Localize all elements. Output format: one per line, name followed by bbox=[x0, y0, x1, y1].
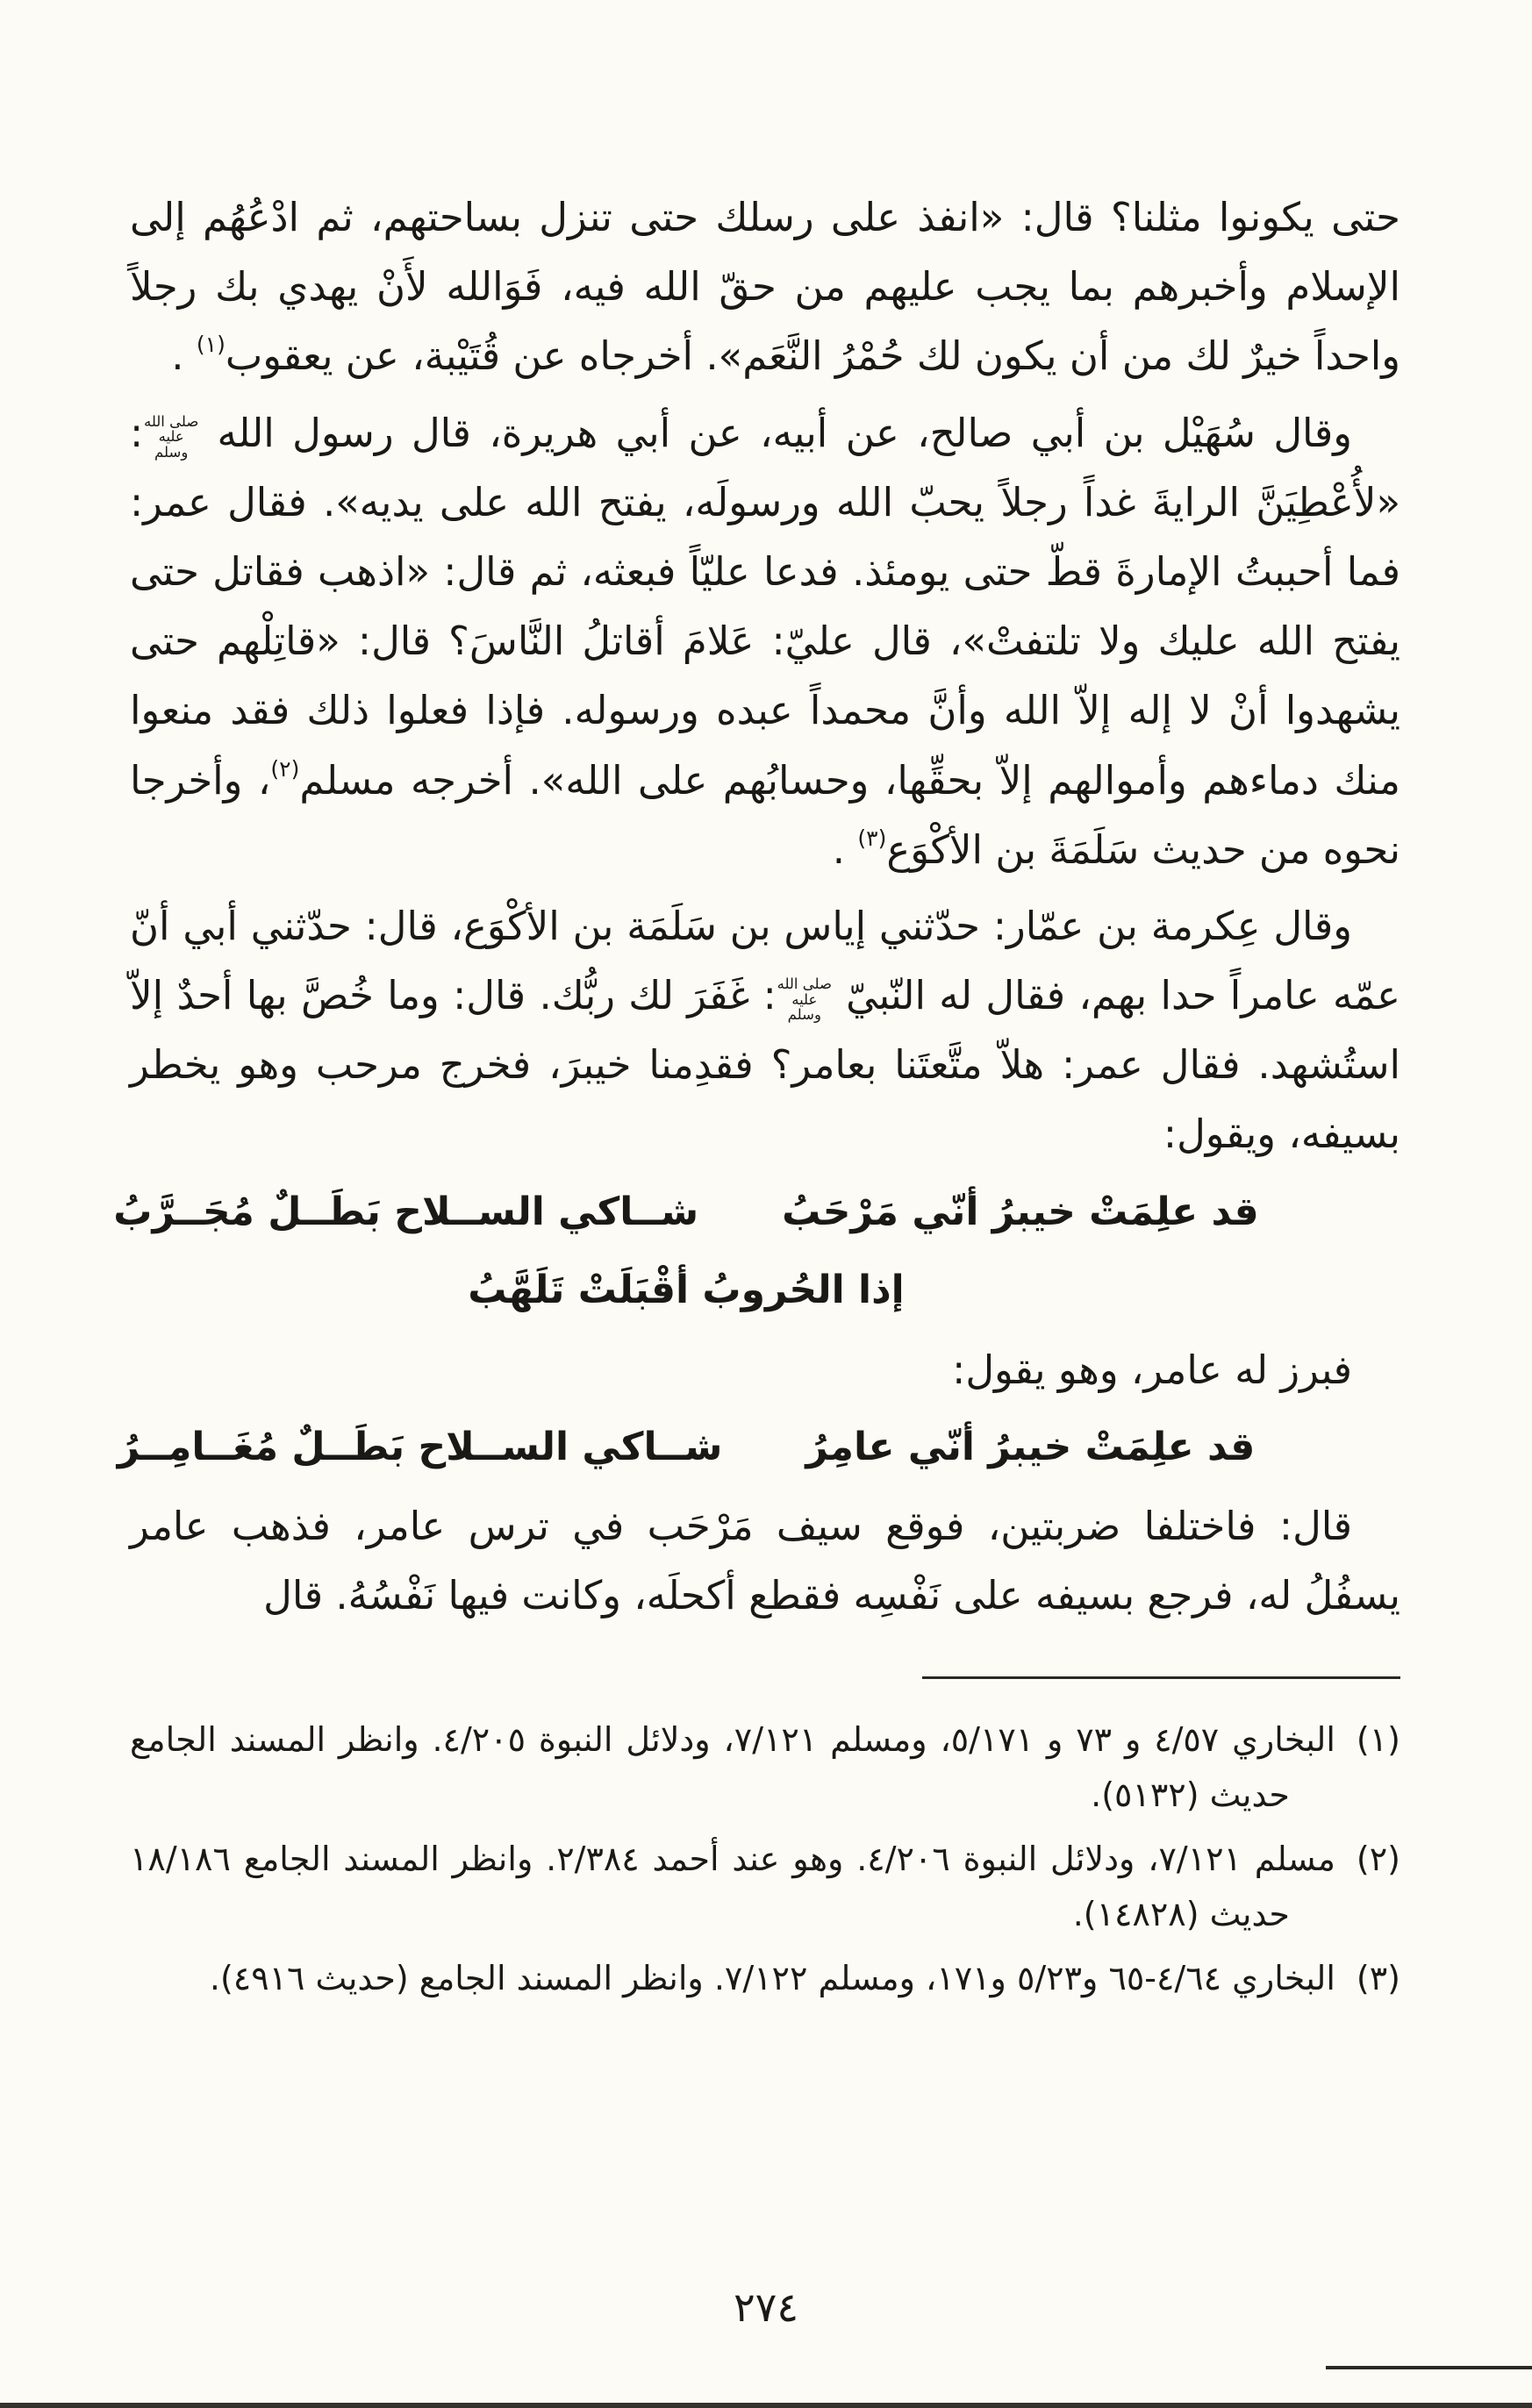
hemistich: قد علِمَتْ خيبرُ أنّي مَرْحَبُ bbox=[782, 1189, 1259, 1234]
footnote-marker: (٣) bbox=[1356, 1958, 1400, 1997]
paragraph: فبرز له عامر، وهو يقول: bbox=[952, 1346, 1352, 1393]
paragraph: وقال عِكرمة بن عمّار: حدّثني إياس بن سَلَمَة بن الأكْوَع، قال: حدّثني أبي أنّ عمّه عامراً حدا بهم، فقال له النّبيّ صلى الله عليه وسلم: غَفَرَ لك ربُّك. قال: وما خُصَّ بها أحدٌ إلاّ استُشهد. فقال عمر: هلاّ متَّعتَنا بعامر؟ فقدِمنا خيبرَ، فخرج مرحب وهو يخطر بسيفه، ويقول: bbox=[130, 902, 1400, 1158]
footnote-marker: (٢) bbox=[1356, 1839, 1400, 1878]
footnote bbox=[130, 1712, 1400, 1823]
verse-line bbox=[51, 1413, 1321, 1481]
footnote-marker: (١) bbox=[1356, 1719, 1400, 1759]
footnote-text: البخاري ٤/٦٤-٦٥ و٥/٢٣ و١٧١، ومسلم ٧/١٢٢. وانظر المسند الجامع (حديث ٤٩١٦). bbox=[209, 1958, 1335, 1997]
paragraph: قال: فاختلفا ضربتين، فوقع سيف مَرْحَب في ترس عامر، فذهب عامر يسفُلُ له، فرجع بسيفه على نَفْسِه فقطع أكحلَه، وكانت فيها نَفْسُهُ. قال bbox=[130, 1503, 1400, 1619]
hemistich: شــاكي الســلاح بَطَــلٌ مُجَــرَّبُ bbox=[113, 1189, 699, 1234]
hemistich: إذا الحُروبُ أقْبَلَتْ تَلَهَّبُ bbox=[468, 1268, 905, 1313]
footnote bbox=[130, 1951, 1400, 2006]
verse-line bbox=[51, 1256, 1321, 1324]
footnote-text: مسلم ٧/١٢١، ودلائل النبوة ٤/٢٠٦. وهو عند أحمد ٢/٣٨٤. وانظر المسند الجامع ١٨/١٨٦ حديث (١٤٨٢٨). bbox=[130, 1839, 1335, 1933]
paragraph: وقال سُهَيْل بن أبي صالح، عن أبيه، عن أبي هريرة، قال رسول الله صلى الله عليه وسلم: «لأُعْطِيَنَّ الرايةَ غداً رجلاً يحبّ الله ورسولَه، يفتح الله على يديه». فقال عمر: فما أحببتُ الإمارةَ قطّ حتى يومئذ. فدعا عليّاً فبعثه، ثم قال: «اذهب فقاتل حتى يفتح الله عليك ولا تلتفتْ»، قال عليّ: عَلامَ أقاتلُ النَّاسَ؟ قال: «قاتِلْهم حتى يشهدوا أنْ لا إله إلاّ الله وأنَّ محمداً عبده ورسوله. فإذا فعلوا ذلك فقد منعوا منك دماءهم وأموالهم إلاّ بحقِّها، وحسابُهم على الله». أخرجه مسلم$^{(٢)}$، وأخرجا نحوه من حديث سَلَمَةَ بن الأكْوَع$^{(٣)}$ . bbox=[130, 409, 1400, 873]
scan-line-artifact bbox=[1326, 2366, 1532, 2369]
scan-edge-artifact bbox=[0, 2403, 1532, 2408]
hemistich: شــاكي الســلاح بَطَــلٌ مُغَــامِــرُ bbox=[117, 1424, 723, 1469]
main-text bbox=[113, 182, 1400, 1631]
footnote-separator bbox=[922, 1676, 1400, 1679]
footnote-reference: (٢) bbox=[270, 755, 300, 782]
footnote-reference: (٣) bbox=[857, 825, 887, 851]
verse-line bbox=[51, 1178, 1321, 1246]
footnote bbox=[130, 1832, 1400, 1942]
hemistich: قد علِمَتْ خيبرُ أنّي عامِرُ bbox=[805, 1424, 1256, 1469]
page-number: ٢٧٤ bbox=[733, 2283, 799, 2331]
salawat-mark: صلى الله عليه وسلم bbox=[777, 975, 832, 1024]
footnote-text: البخاري ٤/٥٧ و ٧٣ و ٥/١٧١، ومسلم ٧/١٢١، ودلائل النبوة ٤/٢٠٥. وانظر المسند الجامع حديث (٥١٣٢). bbox=[130, 1719, 1335, 1814]
paragraph: حتى يكونوا مثلنا؟ قال: «انفذ على رسلك حتى تنزل بساحتهم، ثم ادْعُهُم إلى الإسلام وأخبرهم بما يجب عليهم من حقّ الله فيه، فَوَالله لأَنْ يهدي بك رجلاً واحداً خيرٌ لك من أن يكون لك حُمْرُ النَّعَم». أخرجاه عن قُتَيْبة، عن يعقوب$^{(١)}$ . bbox=[130, 194, 1400, 380]
salawat-mark: صلى الله عليه وسلم bbox=[143, 412, 199, 461]
footnotes bbox=[130, 1712, 1400, 2006]
footnote-reference: (١) bbox=[196, 332, 226, 358]
